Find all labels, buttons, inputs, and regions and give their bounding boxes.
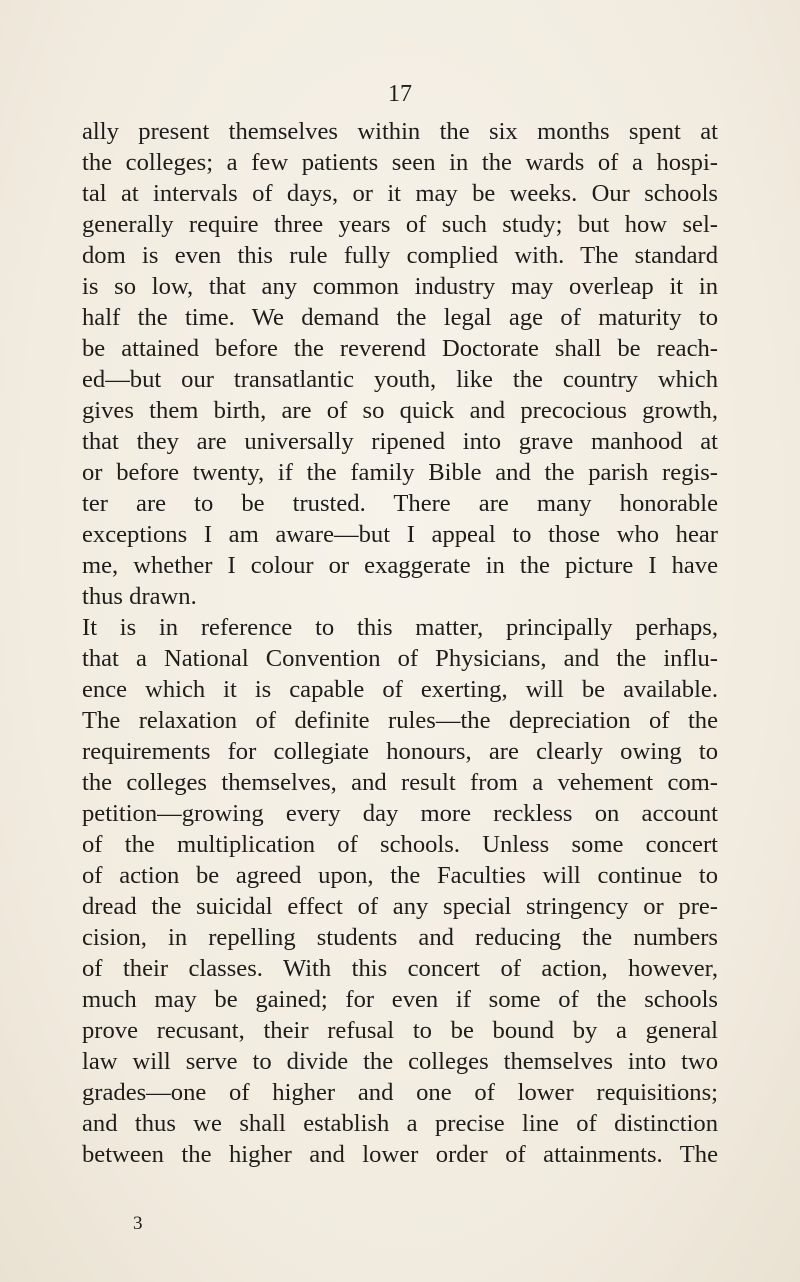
text-line: much may be gained; for even if some of the schools: [82, 986, 718, 1013]
text-line: of the multiplication of schools. Unless some concert: [82, 831, 718, 858]
text-line: or before twenty, if the family Bible and the parish regis-: [82, 459, 718, 486]
text-line: ter are to be trusted. There are many honorable: [82, 490, 718, 517]
text-line: is so low, that any common industry may overleap it in: [82, 273, 718, 300]
text-line: dread the suicidal effect of any special stringency or pre-: [82, 893, 718, 920]
text-line: between the higher and lower order of attainments. The: [82, 1141, 718, 1168]
text-line: requirements for collegiate honours, are clearly owing to: [82, 738, 718, 765]
text-line: generally require three years of such study; but how sel-: [82, 211, 718, 238]
text-line: of action be agreed upon, the Faculties will continue to: [82, 862, 718, 889]
text-line: and thus we shall establish a precise line of distinction: [82, 1110, 718, 1137]
text-line: It is in reference to this matter, principally perhaps,: [82, 614, 718, 641]
page-number: 17: [388, 81, 412, 107]
text-line: the colleges themselves, and result from a vehement com-: [82, 769, 718, 796]
text-line: tal at intervals of days, or it may be weeks. Our schools: [82, 180, 718, 207]
text-line: gives them birth, are of so quick and precocious growth,: [82, 397, 718, 424]
text-line: ally present themselves within the six months spent at: [82, 118, 718, 145]
text-line: ence which it is capable of exerting, will be available.: [82, 676, 718, 703]
text-line: exceptions I am aware—but I appeal to those who hear: [82, 521, 718, 548]
signature-mark: 3: [133, 1213, 143, 1234]
text-line: thus drawn.: [82, 583, 197, 610]
text-line: that they are universally ripened into grave manhood at: [82, 428, 718, 455]
text-line: ed—but our transatlantic youth, like the country which: [82, 366, 718, 393]
text-line: the colleges; a few patients seen in the wards of a hospi-: [82, 149, 718, 176]
text-line: that a National Convention of Physicians, and the influ-: [82, 645, 718, 672]
text-line: prove recusant, their refusal to be bound by a general: [82, 1017, 718, 1044]
text-line: The relaxation of definite rules—the depreciation of the: [82, 707, 718, 734]
text-line: me, whether I colour or exaggerate in the picture I have: [82, 552, 718, 579]
text-line: petition—growing every day more reckless on account: [82, 800, 718, 827]
text-line: be attained before the reverend Doctorate shall be reach-: [82, 335, 718, 362]
text-line: cision, in repelling students and reducing the numbers: [82, 924, 718, 951]
text-line: dom is even this rule fully complied with. The standard: [82, 242, 718, 269]
text-line: law will serve to divide the colleges themselves into two: [82, 1048, 718, 1075]
text-line: half the time. We demand the legal age of maturity to: [82, 304, 718, 331]
text-line: of their classes. With this concert of action, however,: [82, 955, 718, 982]
text-line: grades—one of higher and one of lower requisitions;: [82, 1079, 718, 1106]
